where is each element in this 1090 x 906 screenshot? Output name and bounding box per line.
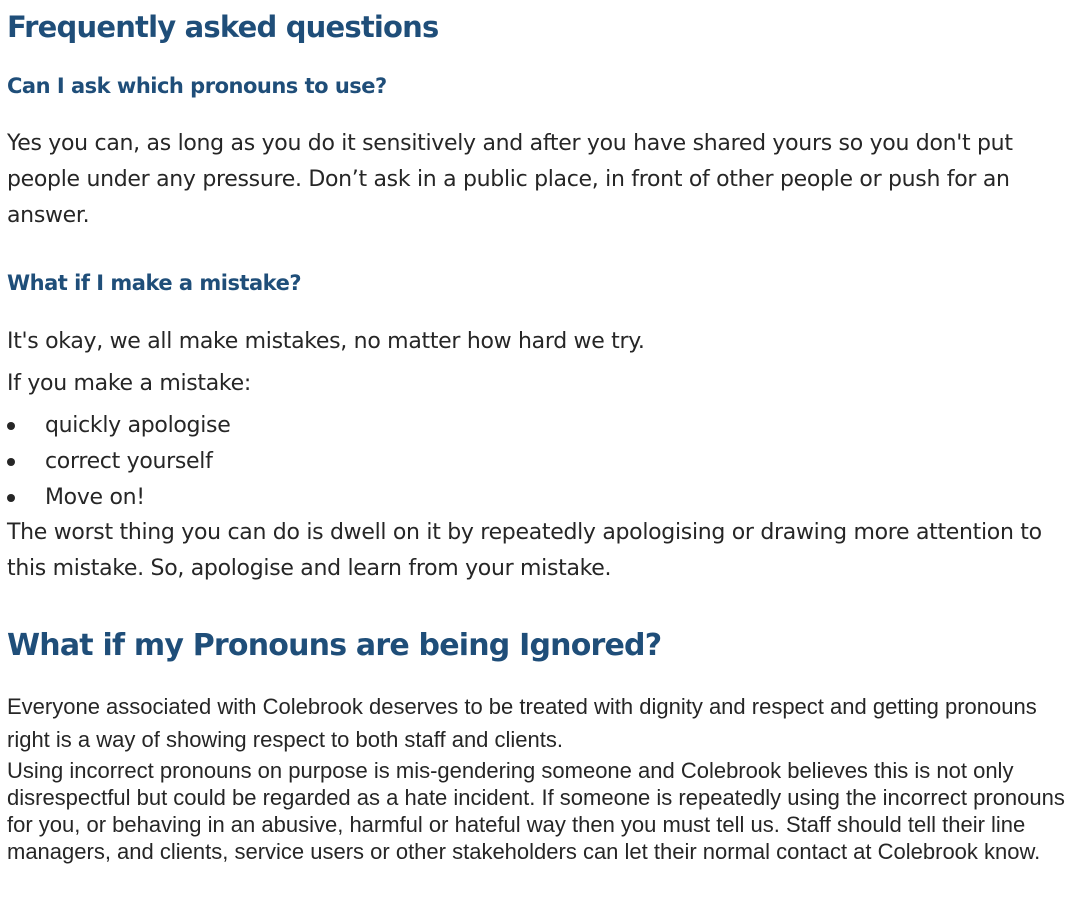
faq-question-mistake: What if I make a mistake? <box>7 271 302 295</box>
list-item-label: correct yourself <box>45 449 213 474</box>
faq-answer-closing: The worst thing you can do is dwell on it by repeatedly apologising or drawing more attention to this mistake. So, apologise and learn from your mistake. <box>7 520 1042 581</box>
bullet-icon <box>7 458 15 466</box>
faq-answer-lead: If you make a mistake: <box>7 371 251 396</box>
bullet-icon <box>7 422 15 430</box>
faq-question-pronouns: Can I ask which pronouns to use? <box>7 74 387 98</box>
page-title: Frequently asked questions <box>7 10 439 44</box>
bullet-icon <box>7 494 15 502</box>
list-item-label: quickly apologise <box>45 413 231 438</box>
section-paragraph-dignity: Everyone associated with Colebrook deserves to be treated with dignity and respect and getting pronouns right is a way of showing respect to both staff and clients. <box>7 694 1037 752</box>
faq-answer-pronouns: Yes you can, as long as you do it sensitively and after you have shared yours so you don't put people under any pressure. Don’t ask in a public place, in front of other people or push for an answer. <box>7 131 1013 228</box>
section-heading-ignored: What if my Pronouns are being Ignored? <box>7 628 662 663</box>
list-item-label: Move on! <box>45 485 145 510</box>
section-paragraph-misgendering: Using incorrect pronouns on purpose is mis-gendering someone and Colebrook believes this is not only disrespectful but could be regarded as a hate incident. If someone is repeatedly using the incorrect pronouns for you, or behaving in an abusive, harmful or hateful way then you must tell us. Staff should tell their line managers, and clients, service users or other stakeholders can let their normal contact at Colebrook know. <box>7 758 1065 864</box>
faq-answer-intro: It's okay, we all make mistakes, no matter how hard we try. <box>7 329 645 354</box>
